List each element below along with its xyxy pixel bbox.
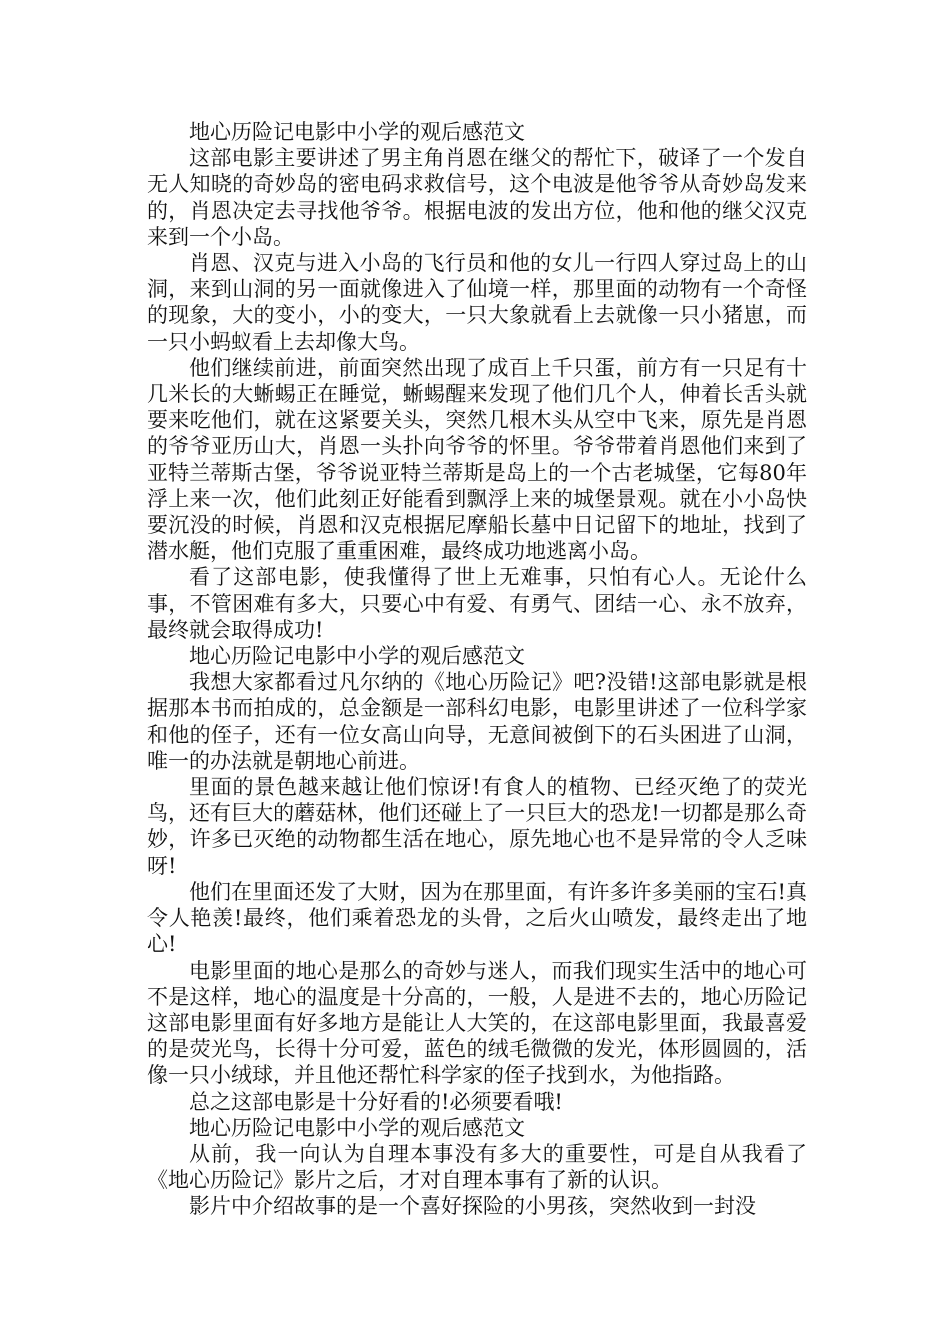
paragraph: 里面的景色越来越让他们惊讶!有食人的植物、已经灭绝了的荧光鸟，还有巨大的蘑菇林，他们还碰上了一只巨大的恐龙!一切都是那么奇妙，许多已灭绝的动物都生活在地心，原先地心也不是异常的令人乏味呀! — [147, 775, 807, 878]
document-page — [147, 119, 807, 1220]
paragraph: 他们在里面还发了大财，因为在那里面，有许多许多美丽的宝石!真令人艳羡!最终，他们乘着恐龙的头骨，之后火山喷发，最终走出了地心! — [147, 879, 807, 957]
paragraph: 肖恩、汉克与进入小岛的飞行员和他的女儿一行四人穿过岛上的山洞，来到山洞的另一面就像进入了仙境一样，那里面的动物有一个奇怪的现象，大的变小，小的变大，一只大象就看上去就像一只小猪崽，而一只小蚂蚁看上去却像大鸟。 — [147, 251, 807, 354]
paragraph: 从前，我一向认为自理本事没有多大的重要性，可是自从我看了《地心历险记》影片之后，才对自理本事有了新的认识。 — [147, 1141, 807, 1193]
essay-title-3: 地心历险记电影中小学的观后感范文 — [189, 1115, 525, 1140]
paragraph: 这部电影主要讲述了男主角肖恩在继父的帮忙下，破译了一个发自无人知晓的奇妙岛的密电码求救信号，这个电波是他爷爷从奇妙岛发来的，肖恩决定去寻找他爷爷。根据电波的发出方位，他和他的继父汉克来到一个小岛。 — [147, 146, 807, 249]
paragraph: 看了这部电影，使我懂得了世上无难事，只怕有心人。无论什么事，不管困难有多大，只要心中有爱、有勇气、团结一心、永不放弃，最终就会取得成功! — [147, 565, 807, 642]
paragraph: 他们继续前进，前面突然出现了成百上千只蛋，前方有一只足有十几米长的大蜥蜴正在睡觉，蜥蜴醒来发现了他们几个人，伸着长舌头就要来吃他们，就在这紧要关头，突然几根木头从空中飞来，原先是肖恩的爷爷亚历山大，肖恩一头扑向爷爷的怀里。爷爷带着肖恩他们来到了亚特兰蒂斯古堡，爷爷说亚特兰蒂斯是岛上的一个古老城堡，它每80年浮上来一次，他们此刻正好能看到飘浮上来的城堡景观。就在小小岛快要沉没的时候，肖恩和汉克根据尼摩船长墓中日记留下的地址，找到了潜水艇，他们克服了重重困难，最终成功地逃离小岛。 — [147, 355, 807, 564]
essay-title-1: 地心历险记电影中小学的观后感范文 — [189, 120, 525, 144]
paragraph: 总之这部电影是十分好看的!必须要看哦! — [189, 1089, 563, 1114]
paragraph: 我想大家都看过凡尔纳的《地心历险记》吧?没错!这部电影就是根据那本书而拍成的，总金额是一部科幻电影，电影里讲述了一位科学家和他的侄子，还有一位女高山向导，无意间被倒下的石头困进了山洞，唯一的办法就是朝地心前进。 — [147, 670, 807, 773]
paragraph: 电影里面的地心是那么的奇妙与迷人，而我们现实生活中的地心可不是这样，地心的温度是十分高的，一般，人是进不去的，地心历险记这部电影里面有好多地方是能让人大笑的，在这部电影里面，我最喜爱的是荧光鸟，长得十分可爱，蓝色的绒毛微微的发光，体形圆圆的，活像一只小绒球，并且他还帮忙科学家的侄子找到水，为他指路。 — [147, 958, 807, 1088]
paragraph: 影片中介绍故事的是一个喜好探险的小男孩，突然收到一封没 — [189, 1194, 756, 1219]
essay-title-2: 地心历险记电影中小学的观后感范文 — [189, 644, 525, 669]
